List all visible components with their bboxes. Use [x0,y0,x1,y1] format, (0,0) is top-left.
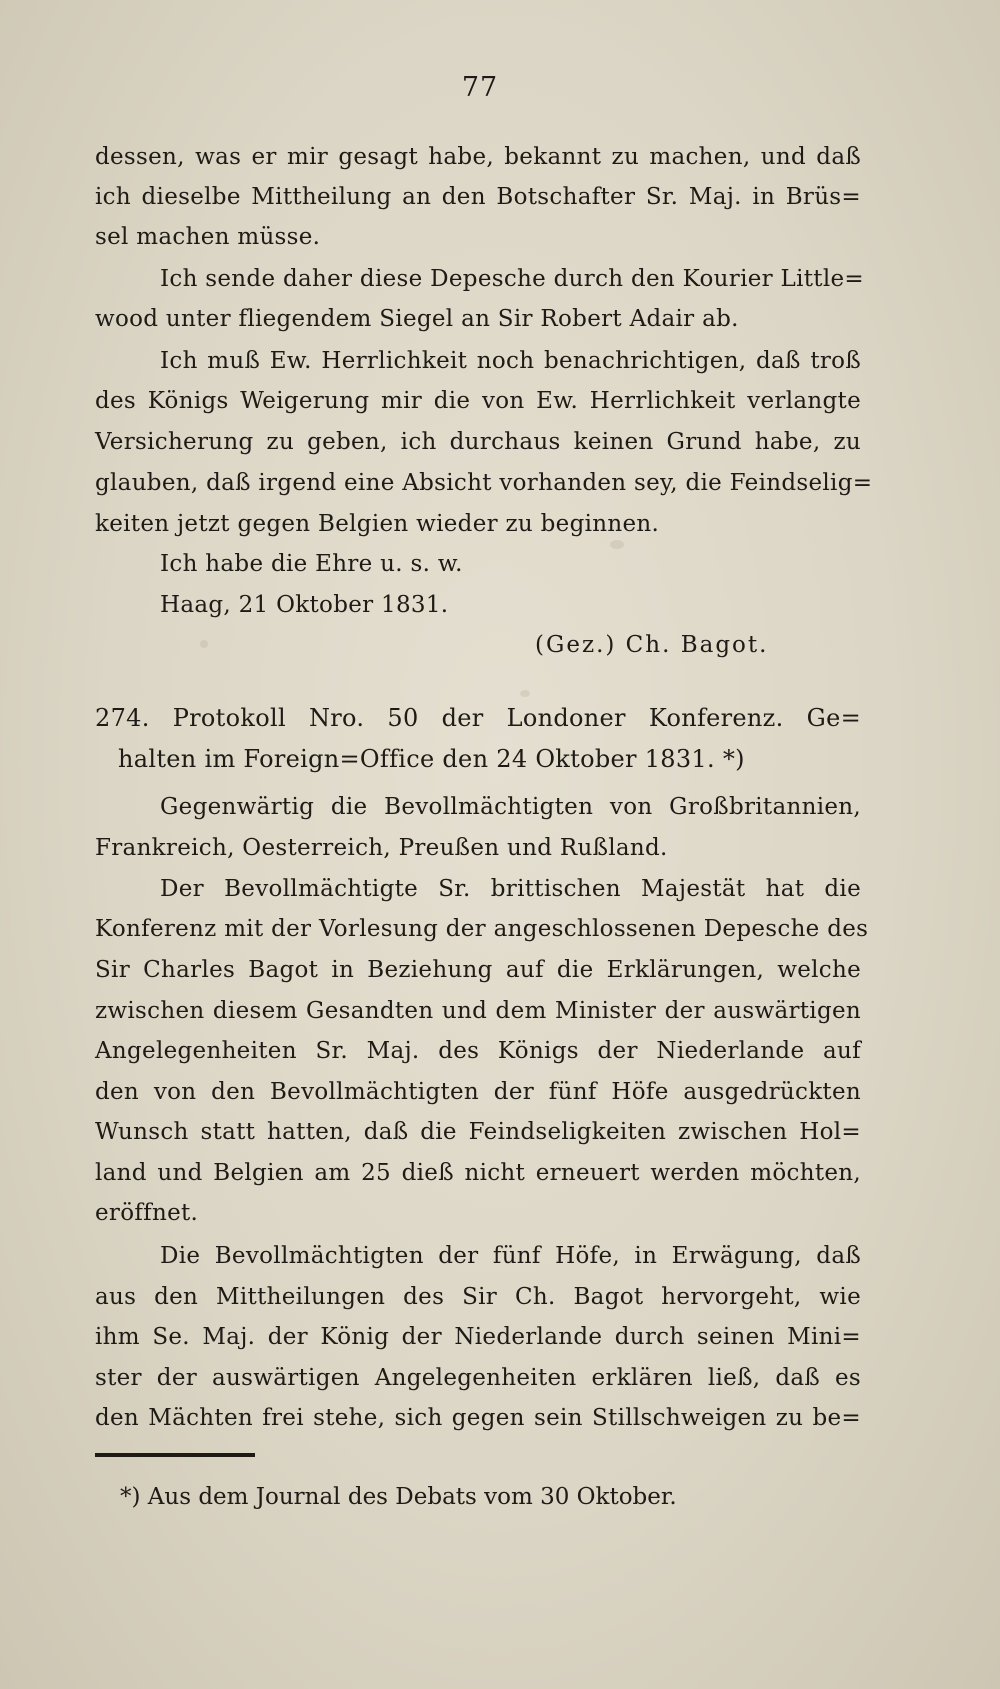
text-line: keiten jetzt gegen Belgien wieder zu beginnen. [95,511,660,537]
text-line: Ich sende daher diese Depesche durch den Kourier Little= [160,266,864,292]
section-heading: halten im Foreign=Office den 24 Oktober 1831. *) [118,745,745,773]
footnote: *) Aus dem Journal des Debats vom 30 Oktober. [120,1484,677,1510]
text-line: den von den Bevollmächtigten der fünf Höfe ausgedrückten [95,1079,861,1105]
text-line: Der Bevollmächtigte Sr. brittischen Majestät hat die [160,876,861,902]
paper-stain [200,640,208,648]
closing-formula: Ich habe die Ehre u. s. w. [160,551,463,577]
footnote-rule [95,1453,255,1457]
section-heading: 274. Protokoll Nro. 50 der Londoner Konferenz. Ge= [95,704,861,732]
paper-stain [520,690,530,697]
text-line: wood unter fliegendem Siegel an Sir Robert Adair ab. [95,306,739,332]
text-line: den Mächten frei stehe, sich gegen sein Stillschweigen zu be= [95,1405,861,1431]
text-line: ihm Se. Maj. der König der Niederlande durch seinen Mini= [95,1324,861,1350]
text-line: Versicherung zu geben, ich durchaus keinen Grund habe, zu [95,429,861,455]
text-line: glauben, daß irgend eine Absicht vorhanden sey, die Feindselig= [95,470,873,496]
text-line: zwischen diesem Gesandten und dem Minister der auswärtigen [95,998,861,1024]
text-line: Ich muß Ew. Herrlichkeit noch benachrichtigen, daß troß [160,348,861,374]
text-line: ich dieselbe Mittheilung an den Botschafter Sr. Maj. in Brüs= [95,184,861,210]
text-line: dessen, was er mir gesagt habe, bekannt zu machen, und daß [95,144,861,170]
text-line: Sir Charles Bagot in Beziehung auf die Erklärungen, welche [95,957,861,983]
text-line: des Königs Weigerung mir die von Ew. Herrlichkeit verlangte [95,388,861,414]
text-line: sel machen müsse. [95,224,321,250]
text-line: Angelegenheiten Sr. Maj. des Königs der Niederlande auf [95,1038,861,1064]
text-line: eröffnet. [95,1200,199,1226]
text-line: land und Belgien am 25 dieß nicht erneuert werden möchten, [95,1160,861,1186]
text-line: ster der auswärtigen Angelegenheiten erklären ließ, daß es [95,1365,861,1391]
signature: (Gez.) Ch. Bagot. [535,632,769,658]
date-line: Haag, 21 Oktober 1831. [160,592,449,618]
text-line: Die Bevollmächtigten der fünf Höfe, in Erwägung, daß [160,1243,861,1269]
paper-stain [610,540,624,549]
text-line: aus den Mittheilungen des Sir Ch. Bagot hervorgeht, wie [95,1284,861,1310]
text-line: Konferenz mit der Vorlesung der angeschlossenen Depesche des [95,916,869,942]
text-line: Frankreich, Oesterreich, Preußen und Rußland. [95,835,668,861]
text-line: Wunsch statt hatten, daß die Feindseligkeiten zwischen Hol= [95,1119,861,1145]
page-number: 77 [461,72,499,103]
text-line: Gegenwärtig die Bevollmächtigten von Großbritannien, [160,794,861,820]
